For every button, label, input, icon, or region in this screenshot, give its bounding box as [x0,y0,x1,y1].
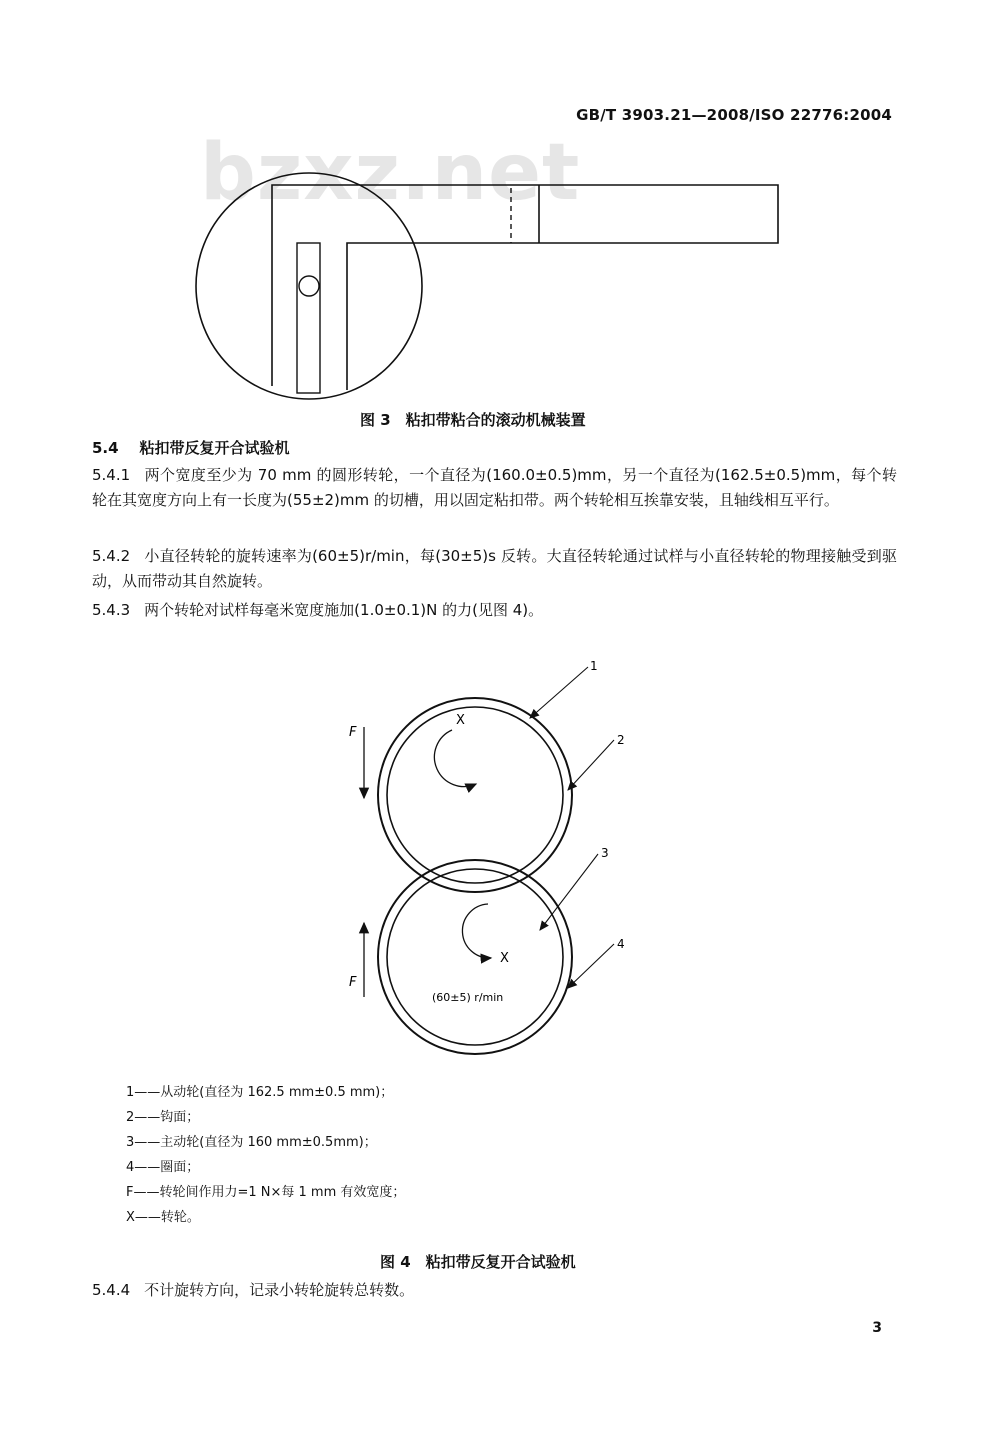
fig3-roller-circle [196,173,422,399]
label-force-bottom: F [349,975,357,990]
fig3-l-shaped-holder [272,185,778,390]
paragraph-text: 不计旋转方向，记录小转轮旋转总转数。 [144,1281,415,1299]
section-number: 5.4 [92,439,119,457]
page-number: 3 [872,1320,882,1336]
paragraph-number: 5.4.2 [92,547,131,565]
speed-label: (60±5) r/min [432,991,504,1004]
legend-item: 2——钩面； [126,1110,200,1125]
paragraph-text: 两个转轮对试样每毫米宽度施加(1.0±0.1)N 的力(见图 4)。 [144,601,544,619]
figure-4-caption: 图 4 粘扣带反复开合试验机 [380,1253,576,1271]
paragraph-number: 5.4.4 [92,1281,131,1299]
legend-item: 3——主动轮(直径为 160 mm±0.5mm)； [126,1135,377,1150]
fig3-slot [297,243,320,393]
paragraph-5-4-2 [92,544,897,594]
driven-wheel-inner [387,707,563,883]
paragraph-5-4-1 [92,463,897,513]
paragraph-text: 小直径转轮的旋转速率为(60±5)r/min，每(30±5)s 反转。大直径转轮通过试样与小直径转轮的物理接触受到驱动，从而带动其自然旋转。 [92,547,897,590]
legend-item: 4——圈面； [126,1160,200,1175]
standard-number-header: GB/T 3903.21—2008/ISO 22776:2004 [576,106,892,124]
paragraph-number: 5.4.3 [92,601,131,619]
label-force-top: F [349,725,357,740]
rotation-arrow-top [434,730,476,787]
leader-4 [568,944,614,988]
label-x-top: X [456,713,465,728]
section-heading [92,437,289,458]
watermark: bzxz.net [200,128,581,218]
figure-4-legend [126,1080,405,1230]
fig3-pin [299,276,319,296]
driven-wheel-outer [378,698,572,892]
paragraph-5-4-3 [92,598,897,623]
legend-item: F——转轮间作用力=1 N×每 1 mm 有效宽度； [126,1185,406,1200]
legend-item: 1——从动轮(直径为 162.5 mm±0.5 mm)； [126,1085,394,1100]
label-3: 3 [601,846,609,860]
legend-item: X——转轮。 [126,1210,200,1225]
paragraph-text: 两个宽度至少为 70 mm 的圆形转轮，一个直径为(160.0±0.5)mm，另一个直径为(162.5±0.5)mm，每个转轮在其宽度方向上有一长度为(55±2)mm 的切槽，用以固定粘扣带。两个转轮相互挨靠安装，且轴线相互平行。 [92,466,897,509]
leader-1 [530,667,588,718]
section-title: 粘扣带反复开合试验机 [139,439,290,457]
driving-wheel-outer [378,860,572,1054]
figure-3-diagram [0,0,1000,420]
figure-3-caption: 图 3 粘扣带粘合的滚动机械装置 [360,411,586,429]
label-4: 4 [617,937,625,951]
paragraph-5-4-4 [92,1278,897,1303]
figure-4-diagram [0,640,1000,1060]
label-2: 2 [617,733,625,747]
driving-wheel-inner [387,869,563,1045]
leader-2 [568,740,614,790]
paragraph-number: 5.4.1 [92,466,131,484]
label-1: 1 [590,659,598,673]
rotation-arrow-bottom [462,904,491,958]
leader-3 [540,854,598,930]
label-x-bottom: X [500,951,509,966]
